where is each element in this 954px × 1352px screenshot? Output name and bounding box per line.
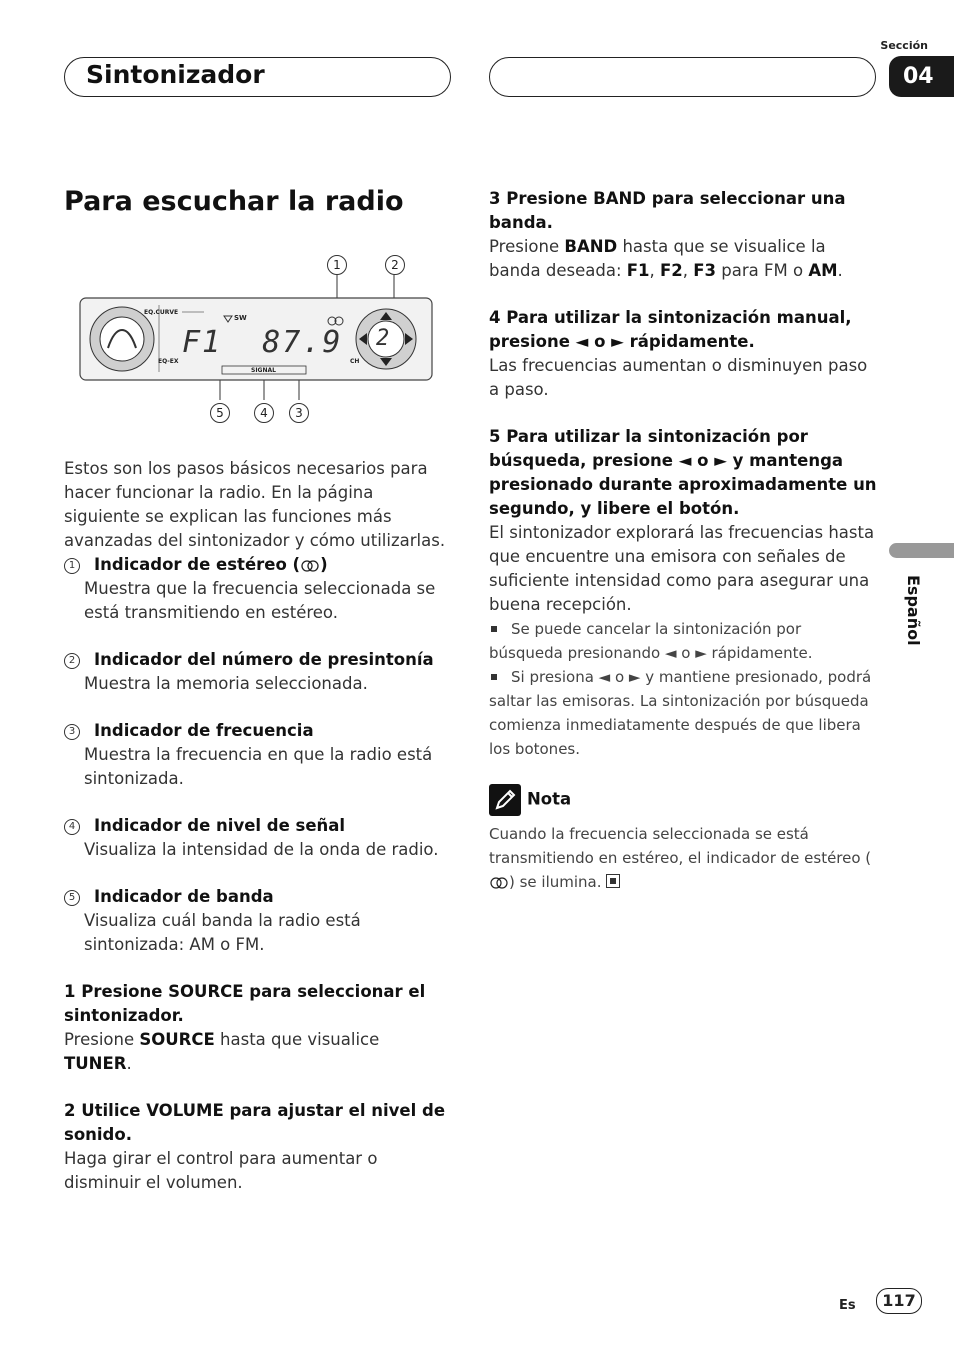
callout-1: 1 — [327, 255, 347, 275]
language-tab-bar — [889, 543, 954, 558]
indicator-desc: Muestra la frecuencia en que la radio está sintonizada. — [84, 745, 433, 788]
display-frequency: F1 87.9 — [182, 325, 343, 360]
stereo-icon — [300, 559, 320, 573]
eq-curve-label: EQ.CURVE — [144, 309, 179, 316]
indicator-number: 2 — [64, 653, 80, 669]
indicator-title-end: ) — [320, 555, 328, 574]
eq-ex-label: EQ-EX — [158, 358, 179, 365]
indicator-item — [64, 885, 452, 957]
indicator-number: 3 — [64, 724, 80, 740]
nota-text: Cuando la frecuencia seleccionada se está transmitiendo en estéreo, el indicador de estéreo () se ilumina. — [489, 825, 872, 891]
bullet-item: Si presiona ◄ o ► y mantiene presionado, podrá saltar las emisoras. La sintonización por búsqueda comienza inmediatamente después de que libera los botones. — [489, 668, 872, 758]
display-figure — [64, 250, 444, 430]
indicator-number: 1 — [64, 558, 80, 574]
footer-lang: Es — [839, 1298, 856, 1313]
callout-4: 4 — [254, 403, 274, 423]
left-column — [64, 457, 452, 1218]
indicator-number: 5 — [64, 890, 80, 906]
step-desc: El sintonizador explorará las frecuencias hasta que encuentre una emisora con señales de suficiente intensidad como para asegurar una buena recepción. — [489, 523, 875, 614]
step-desc: Haga girar el control para aumentar o disminuir el volumen. — [64, 1149, 378, 1192]
indicator-item — [64, 814, 452, 862]
indicator-title: Indicador de banda — [94, 887, 274, 906]
bullet-icon — [491, 626, 497, 632]
end-mark-icon — [606, 874, 620, 888]
indicator-desc: Muestra que la frecuencia seleccionada se está transmitiendo en estéreo. — [84, 579, 436, 622]
stereo-icon — [489, 876, 509, 890]
step-3 — [489, 187, 879, 283]
step-2 — [64, 1099, 452, 1195]
page-title: Para escuchar la radio — [64, 186, 404, 217]
section-number-tab: 04 — [889, 56, 954, 97]
page-number: 117 — [876, 1288, 922, 1314]
step-title: 5 Para utilizar la sintonización por búsqueda, presione ◄ o ► y mantenga presionado durante aproximadamente un segundo, y libere el botón. — [489, 427, 877, 518]
nota-box — [489, 784, 879, 894]
header-right-frame — [489, 57, 876, 97]
step-5 — [489, 425, 879, 761]
indicator-number: 4 — [64, 819, 80, 835]
indicator-title: Indicador de nivel de señal — [94, 816, 346, 835]
display-preset: 2 — [376, 326, 390, 351]
indicator-item — [64, 553, 452, 625]
indicator-title: Indicador de estéreo ( — [94, 555, 301, 574]
indicator-item — [64, 719, 452, 791]
callout-5: 5 — [210, 403, 230, 423]
indicator-item — [64, 648, 452, 696]
callout-3: 3 — [289, 403, 309, 423]
indicator-desc: Visualiza la intensidad de la onda de radio. — [84, 840, 439, 859]
step-1 — [64, 980, 452, 1076]
callout-2: 2 — [385, 255, 405, 275]
step-4 — [489, 306, 879, 402]
step-desc: Presione BAND hasta que se visualice la banda deseada: F1, F2, F3 para FM o AM. — [489, 237, 843, 280]
sw-label: SW — [234, 314, 247, 322]
ch-label: CH — [350, 358, 360, 365]
indicator-desc: Visualiza cuál banda la radio está sintonizada: AM o FM. — [84, 911, 361, 954]
bullet-icon — [491, 674, 497, 680]
pencil-icon — [489, 784, 521, 816]
header-title: Sintonizador — [86, 60, 265, 89]
step-title: 1 Presione SOURCE para seleccionar el sintonizador. — [64, 982, 426, 1025]
step-title: 2 Utilice VOLUME para ajustar el nivel de sonido. — [64, 1101, 446, 1144]
signal-label: SIGNAL — [251, 367, 276, 374]
right-column — [489, 187, 879, 894]
indicator-desc: Muestra la memoria seleccionada. — [84, 674, 368, 693]
language-label: Español — [904, 575, 923, 646]
step-title: 3 Presione BAND para seleccionar una banda. — [489, 189, 846, 232]
nota-title: Nota — [527, 789, 572, 809]
step-title: 4 Para utilizar la sintonización manual, presione ◄ o ► rápidamente. — [489, 308, 852, 351]
section-label: Sección — [880, 39, 928, 52]
indicator-title: Indicador de frecuencia — [94, 721, 314, 740]
step-desc: Presione SOURCE hasta que visualice TUNER. — [64, 1030, 380, 1073]
bullet-item: Se puede cancelar la sintonización por búsqueda presionando ◄ o ► rápidamente. — [489, 620, 813, 662]
step-desc: Las frecuencias aumentan o disminuyen paso a paso. — [489, 356, 868, 399]
intro-paragraph: Estos son los pasos básicos necesarios para hacer funcionar la radio. En la página siguiente se explican las funciones más avanzadas del sintonizador y cómo utilizarlas. — [64, 459, 446, 550]
indicator-title: Indicador del número de presintonía — [94, 650, 434, 669]
